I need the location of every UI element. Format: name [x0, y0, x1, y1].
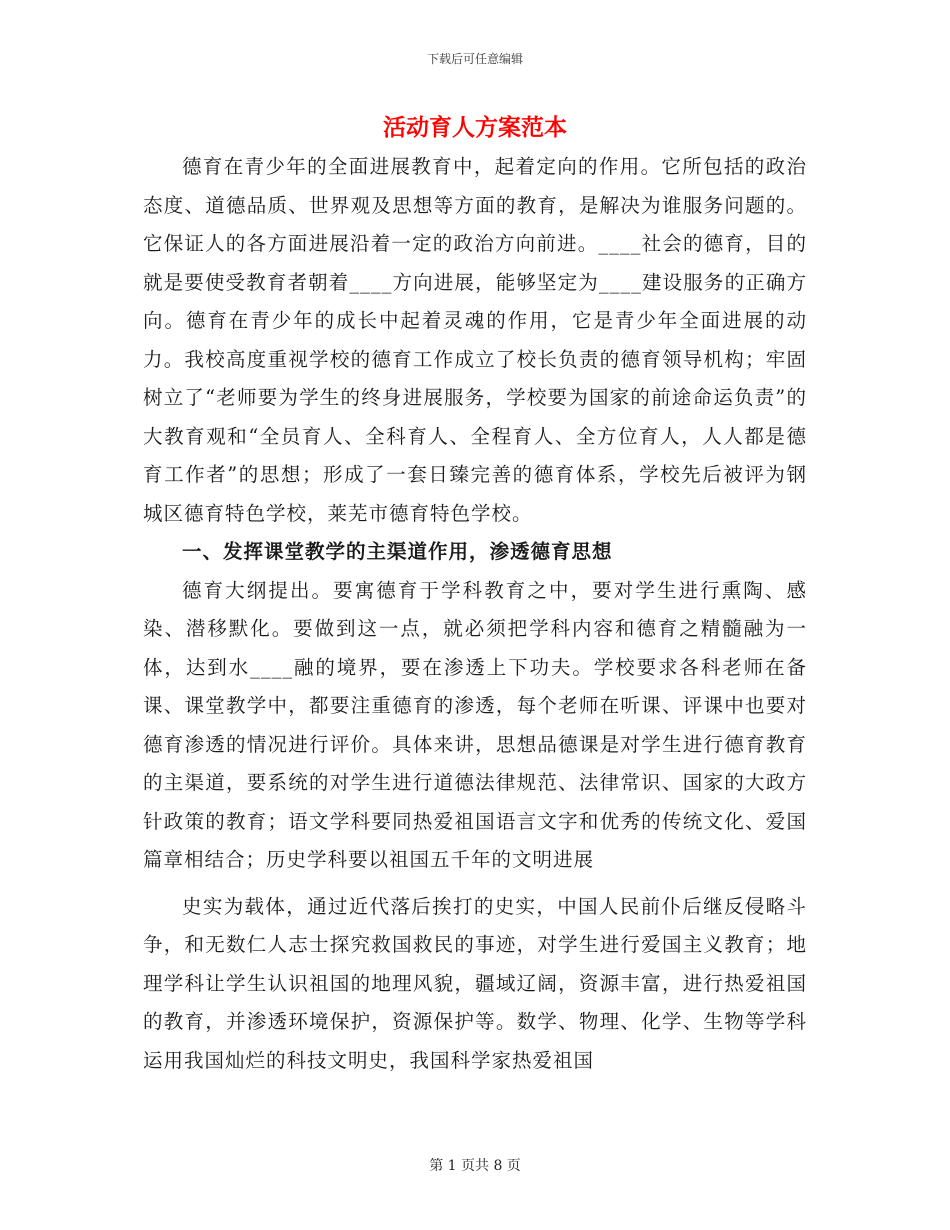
header-note: 下载后可任意编辑: [426, 52, 523, 66]
document-body: [143, 148, 807, 1080]
document-title: 活动育人方案范本: [383, 114, 567, 141]
paragraph-section-one: 德育大纲提出。要寓德育于学科教育之中，要对学生进行熏陶、感染、潜移默化。要做到这一点，就必须把学科内容和德育之精髓融为一体，达到水____融的境界，要在渗透上下功夫。学校要求各科老师在备课、课堂教学中，都要注重德育的渗透，每个老师在听课、评课中也要对德育渗透的情况进行评价。具体来讲，思想品德课是对学生进行德育教育的主渠道，要系统的对学生进行道德法律规范、法律常识、国家的大政方针政策的教育；语文学科要同热爱祖国语言文字和优秀的传统文化、爱国篇章相结合；历史学科要以祖国五千年的文明进展: [143, 578, 807, 871]
page-number: 第 1 页共 8 页: [429, 1158, 521, 1174]
paragraph-intro: 德育在青少年的全面进展教育中，起着定向的作用。它所包括的政治态度、道德品质、世界观及思想等方面的教育，是解决为谁服务问题的。它保证人的各方面进展沿着一定的政治方向前进。____社会的德育，目的就是要使受教育者朝着____方向进展，能够坚定为____建设服务的正确方向。德育在青少年的成长中起着灵魂的作用，它是青少年全面进展的动力。我校高度重视学校的德育工作成立了校长负责的德育领导机构；牢固树立了“老师要为学生的终身进展服务，学校要为国家的前途命运负责”的大教育观和“全员育人、全科育人、全程育人、全方位育人，人人都是德育工作者”的思想；形成了一套日臻完善的德育体系，学校先后被评为钢城区德育特色学校，莱芜市德育特色学校。: [143, 155, 807, 525]
paragraph-continued: 史实为载体，通过近代落后挨打的史实，中国人民前仆后继反侵略斗争，和无数仁人志士探究救国救民的事迹，对学生进行爱国主义教育；地理学科让学生认识祖国的地理风貌，疆域辽阔，资源丰富，进行热爱祖国的教育，并渗透环境保护，资源保护等。数学、物理、化学、生物等学科运用我国灿烂的科技文明史，我国科学家热爱祖国: [143, 894, 807, 1072]
section-heading: 一、发挥课堂教学的主渠道作用，渗透德育思想: [182, 540, 613, 563]
